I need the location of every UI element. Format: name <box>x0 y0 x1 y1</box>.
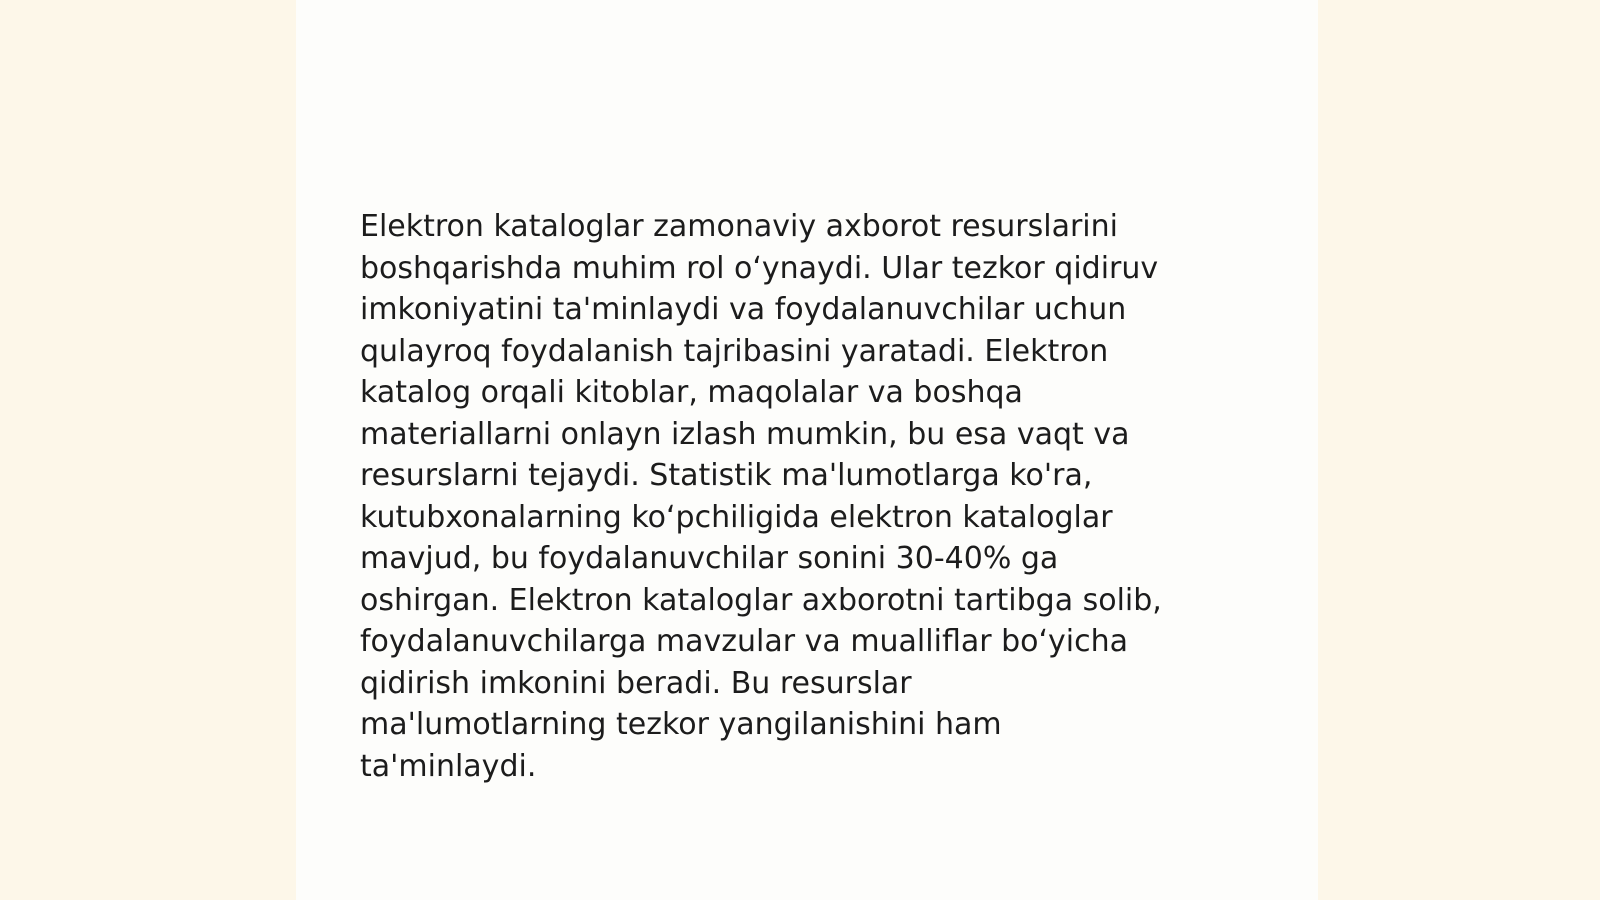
paragraph-line: qulayroq foydalanish tajribasini yaratadi. Elektron <box>360 333 1109 369</box>
paragraph-line: katalog orqali kitoblar, maqolalar va boshqa <box>360 375 1023 410</box>
slide-page <box>296 0 1318 900</box>
paragraph-line: materiallarni onlayn izlash mumkin, bu esa vaqt va <box>360 416 1130 452</box>
paragraph-line: resurslarni tejaydi. Statistik ma'lumotlarga ko'ra, <box>360 458 1093 493</box>
paragraph-line: ma'lumotlarning tezkor yangilanishini ham <box>360 707 1002 742</box>
paragraph-line: imkoniyatini ta'minlaydi va foydalanuvchilar uchun <box>360 292 1127 327</box>
paragraph-line: kutubxonalarning ko‘pchiligida elektron kataloglar <box>360 499 1113 535</box>
paragraph-line: oshirgan. Elektron kataloglar axborotni tartibga solib, <box>360 582 1162 618</box>
body-paragraph <box>360 206 1260 787</box>
paragraph-line: foydalanuvchilarga mavzular va mualliflar bo‘yicha <box>360 624 1129 659</box>
paragraph-line: qidirish imkonini beradi. Bu resurslar <box>360 665 912 701</box>
paragraph-line: ta'minlaydi. <box>360 748 537 784</box>
paragraph-line: Elektron kataloglar zamonaviy axborot resurslarini <box>360 209 1118 244</box>
paragraph-line: boshqarishda muhim rol o‘ynaydi. Ular tezkor qidiruv <box>360 250 1159 286</box>
paragraph-line: mavjud, bu foydalanuvchilar sonini 30-40% ga <box>360 541 1059 576</box>
